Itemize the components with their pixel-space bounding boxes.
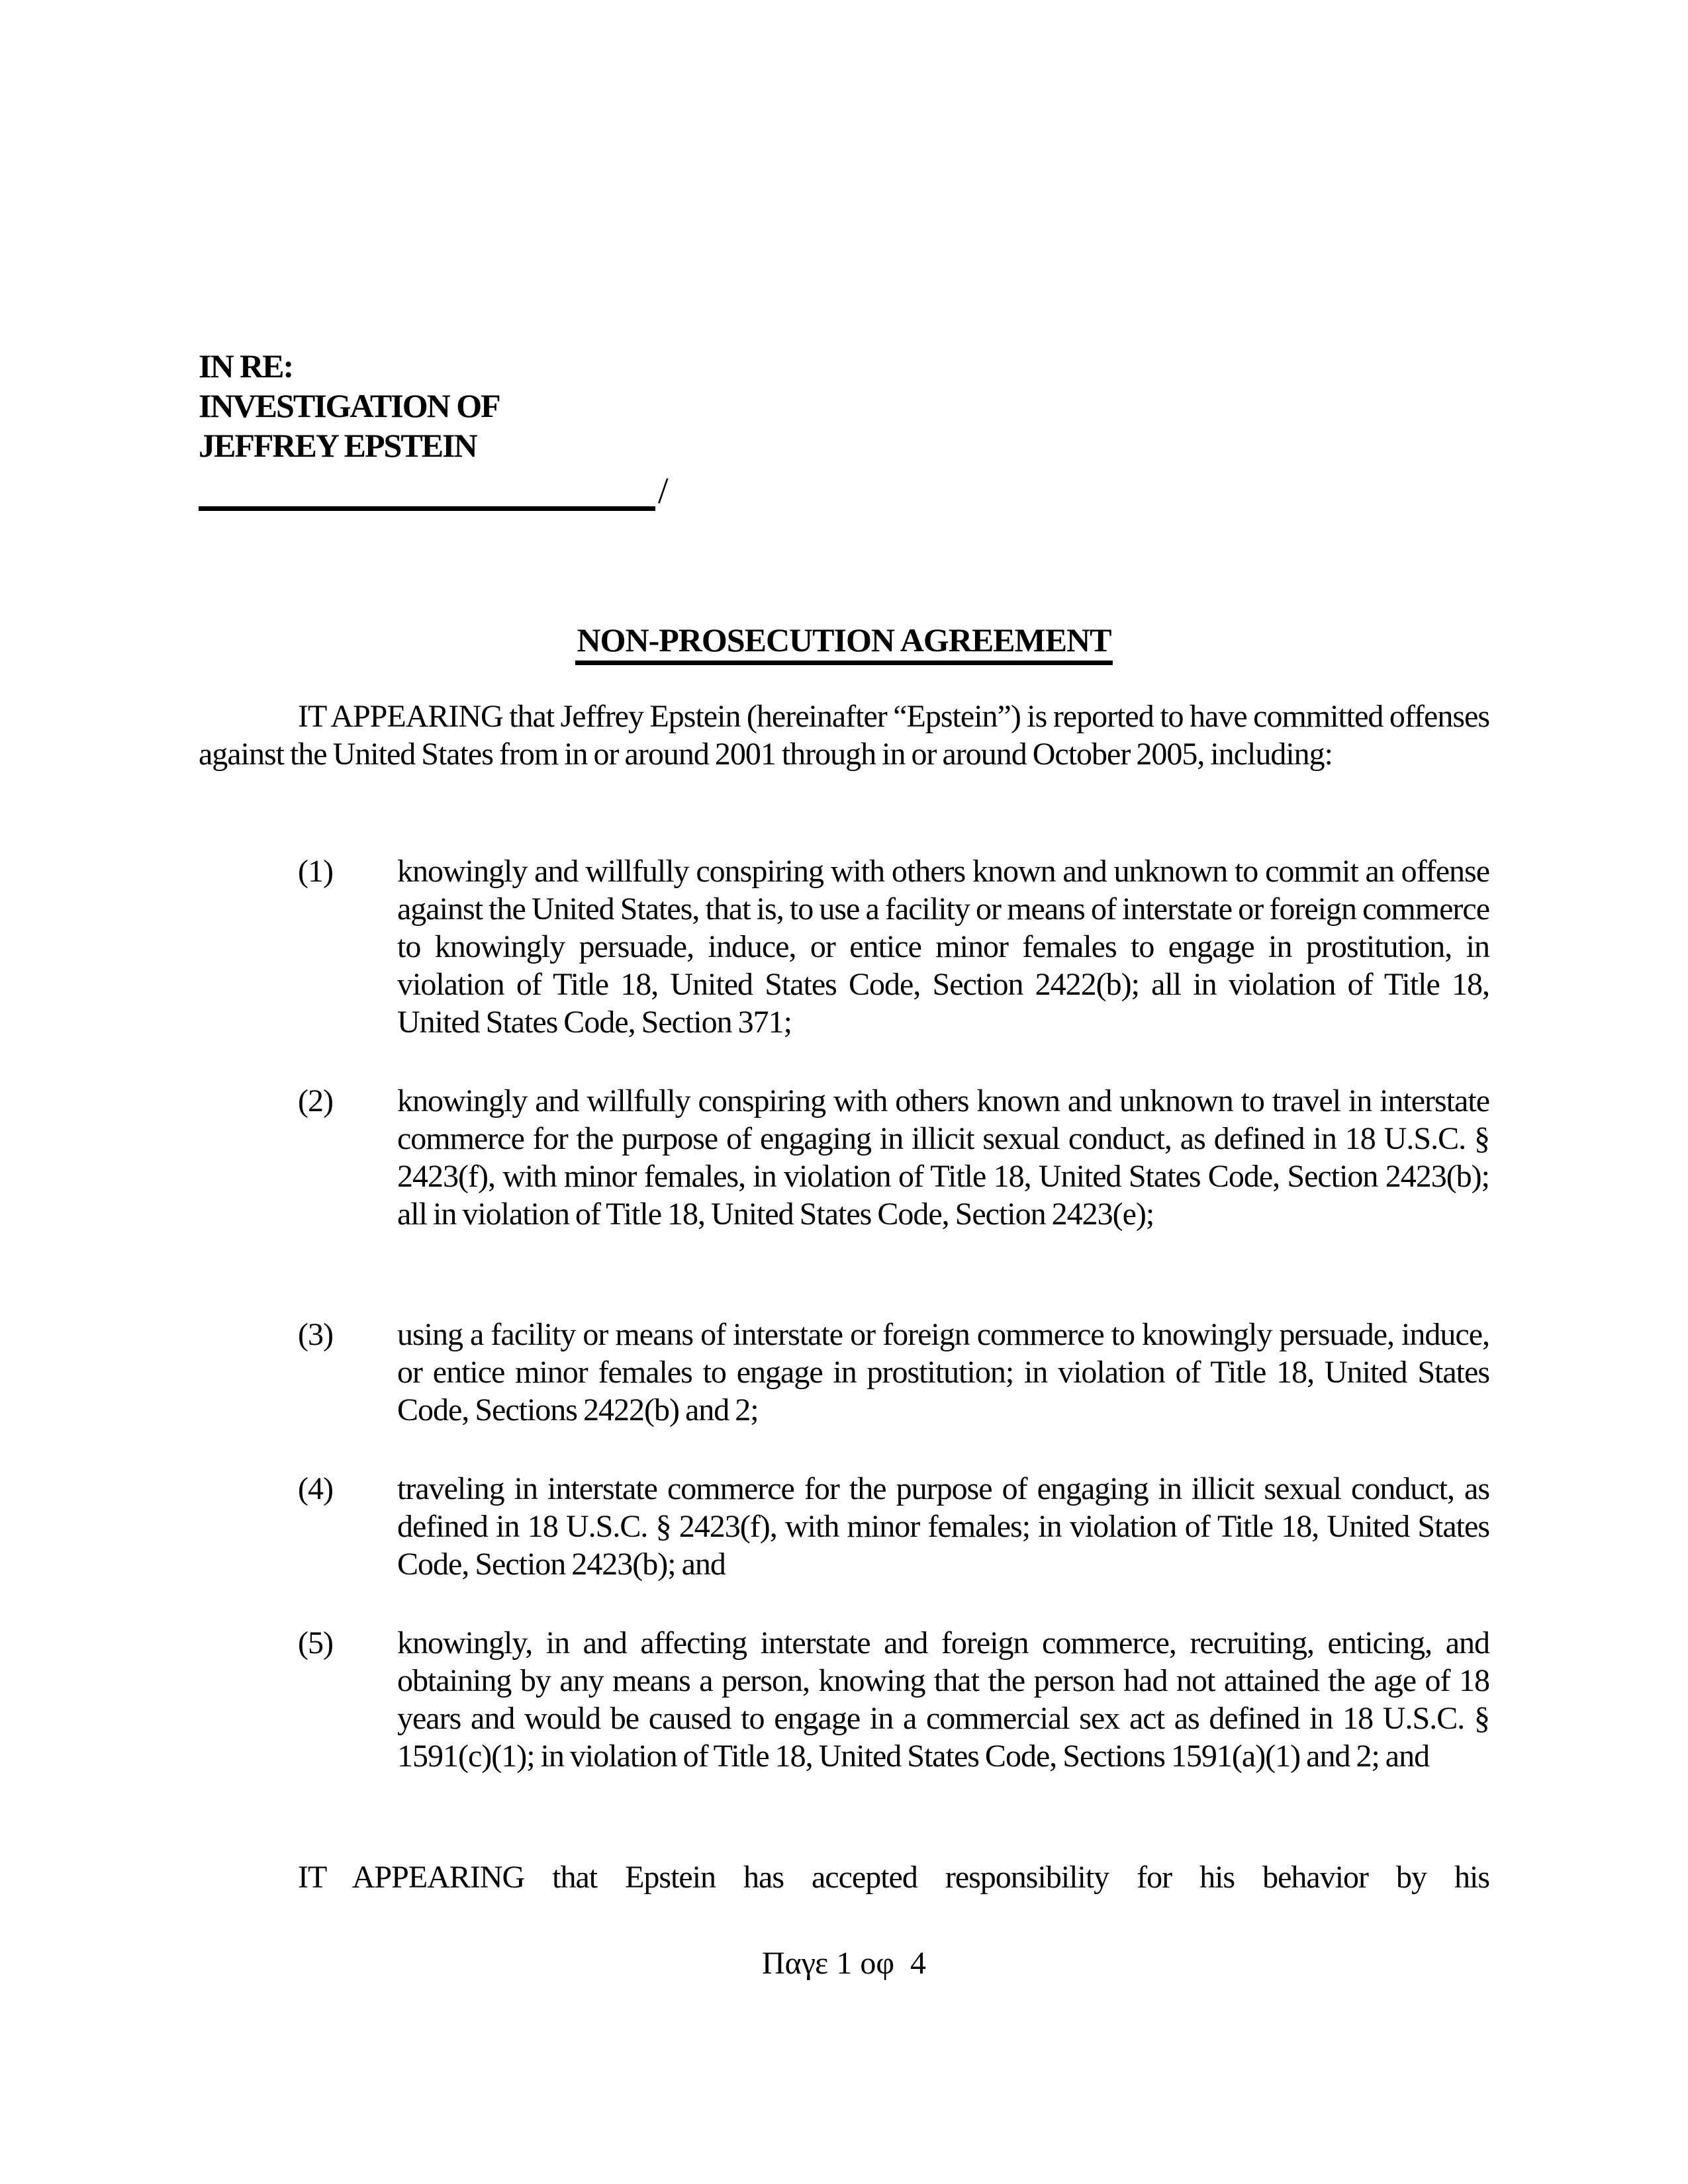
case-caption bbox=[199, 346, 500, 465]
title-row bbox=[199, 623, 1489, 665]
offense-item-4-number: (4) bbox=[298, 1471, 333, 1506]
offense-item-4-text: traveling in interstate commerce for the purpose of engaging in illicit sexual conduct, as defined in 18 U.S.C. § 2423(f), with minor females; in violation of Title 18, United States Code, Section 2423(b); and bbox=[397, 1471, 1489, 1582]
caption-slash: / bbox=[658, 471, 669, 512]
caption-rule-row bbox=[199, 463, 702, 511]
offense-item-5-text: knowingly, in and affecting interstate and foreign commerce, recruiting, enticing, and obtaining by any means a person, knowing that the person had not attained the age of 18 years and would be caused to engage in a commercial sex act as defined in 18 U.S.C. § 1591(c)(1); in violation of Title 18, United States Code, Sections 1591(a)(1) and 2; and bbox=[397, 1625, 1489, 1774]
closing-paragraph: IT APPEARING that Epstein has accepted responsibility for his behavior by his bbox=[298, 1860, 1489, 1895]
offense-item-1 bbox=[298, 852, 1489, 1041]
intro-paragraph: IT APPEARING that Jeffrey Epstein (hereinafter “Epstein”) is reported to have committed offenses against the United States from in or around 2001 through in or around October 2005, including: bbox=[199, 699, 1489, 772]
page-number-footer: Παγε 1 οφ 4 bbox=[761, 1946, 927, 1981]
offense-item-3 bbox=[298, 1316, 1489, 1429]
offense-item-1-text: knowingly and willfully conspiring with others known and unknown to commit an offense against the United States, that is, to use a facility or means of interstate or foreign commerce to knowingly persuade, induce, or entice minor females to engage in prostitution, in violation of Title 18, United States Code, Section 2422(b); all in violation of Title 18, United States Code, Section 371; bbox=[397, 854, 1489, 1040]
offense-item-1-number: (1) bbox=[298, 854, 333, 889]
offense-item-5 bbox=[298, 1624, 1489, 1775]
offense-item-5-number: (5) bbox=[298, 1625, 333, 1661]
page-title: NON-PROSECUTION AGREEMENT bbox=[575, 623, 1112, 665]
offense-item-4 bbox=[298, 1470, 1489, 1583]
offense-item-3-text: using a facility or means of interstate or foreign commerce to knowingly persuade, induce, or entice minor females to engage in prostitution; in violation of Title 18, United States Code, Sections 2422(b) and 2; bbox=[397, 1317, 1489, 1428]
offense-item-3-number: (3) bbox=[298, 1317, 333, 1352]
caption-line-jeffrey-epstein: JEFFREY EPSTEIN bbox=[199, 427, 477, 464]
caption-underline bbox=[199, 506, 655, 511]
caption-line-in-re: IN RE: bbox=[199, 347, 293, 385]
offense-item-2-number: (2) bbox=[298, 1083, 333, 1118]
caption-line-investigation-of: INVESTIGATION OF bbox=[199, 387, 500, 424]
offense-item-2 bbox=[298, 1082, 1489, 1233]
offense-item-2-text: knowingly and willfully conspiring with others known and unknown to travel in interstate commerce for the purpose of engaging in illicit sexual conduct, as defined in 18 U.S.C. § 2423(f), with minor females, in violation of Title 18, United States Code, Section 2423(b); all in violation of Title 18, United States Code, Section 2423(e); bbox=[397, 1083, 1489, 1232]
